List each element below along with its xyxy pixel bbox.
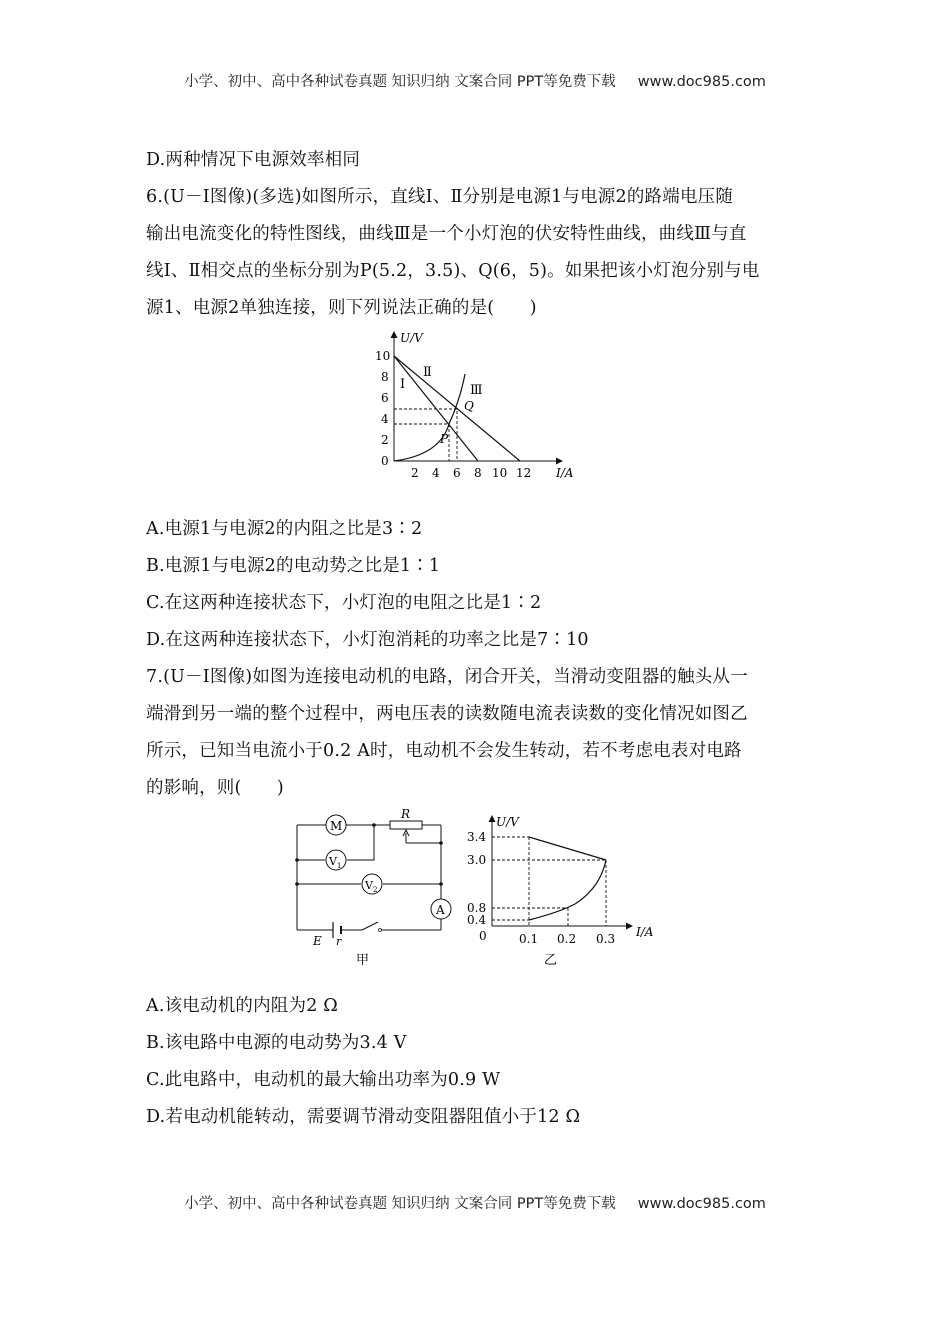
x-tick: 4 bbox=[432, 466, 440, 480]
y-tick: 0 bbox=[479, 929, 487, 943]
footer-site[interactable]: www.doc985.com bbox=[637, 1196, 766, 1212]
junction bbox=[295, 858, 299, 862]
x-axis-label: I/A bbox=[636, 925, 654, 939]
x-axis-label: I/A bbox=[556, 466, 574, 480]
point-P: P bbox=[440, 432, 449, 446]
resistor bbox=[390, 821, 422, 829]
y-tick: 3.0 bbox=[467, 853, 487, 867]
q7-option-c: C.此电路中，电动机的最大输出功率为0.9 W bbox=[146, 1070, 501, 1090]
q6-stem-line: 线Ⅰ、Ⅱ相交点的坐标分别为P(5.2，3.5)、Q(6，5)。如果把该小灯泡分别与电 bbox=[146, 261, 760, 281]
footer-text: 小学、初中、高中各种试卷真题 知识归纳 文案合同 PPT等免费下载 bbox=[184, 1196, 616, 1212]
y-tick: 6 bbox=[381, 391, 389, 405]
y-tick: 4 bbox=[381, 412, 389, 426]
voltmeter-1-label: $V_1$ bbox=[329, 855, 342, 870]
q7-stem-line: 7.(U－I图像)如图为连接电动机的电路，闭合开关，当滑动变阻器的触头从一 bbox=[146, 667, 748, 687]
q6-option-d: D.在这两种连接状态下，小灯泡消耗的功率之比是7∶10 bbox=[146, 630, 589, 650]
point-Q: Q bbox=[464, 399, 474, 413]
q7-option-d: D.若电动机能转动，需要调节滑动变阻器阻值小于12 Ω bbox=[146, 1107, 581, 1127]
page-header bbox=[0, 70, 950, 91]
label-II: Ⅱ bbox=[423, 365, 432, 380]
switch bbox=[362, 922, 378, 930]
q6-option-b: B.电源1与电源2的电动势之比是1∶1 bbox=[146, 556, 441, 576]
q6-stem-line: 输出电流变化的特性图线，曲线Ⅲ是一个小灯泡的伏安特性曲线，曲线Ⅲ与直 bbox=[146, 224, 747, 244]
y-tick: 0.8 bbox=[467, 901, 487, 915]
x-tick: 8 bbox=[474, 466, 482, 480]
junction bbox=[295, 882, 299, 886]
x-tick: 10 bbox=[492, 466, 508, 480]
junction bbox=[372, 823, 376, 827]
y-axis-label: U/V bbox=[400, 331, 423, 345]
y-tick: 2 bbox=[381, 433, 389, 447]
x-tick: 0.2 bbox=[557, 932, 577, 946]
circuit-caption: 甲 bbox=[356, 953, 370, 968]
x-tick: 0.1 bbox=[519, 932, 539, 946]
y-tick: 10 bbox=[375, 349, 391, 363]
x-tick: 12 bbox=[516, 466, 532, 480]
voltmeter-2-label: $V_2$ bbox=[365, 879, 378, 894]
graph-caption: 乙 bbox=[544, 953, 558, 968]
y-tick: 3.4 bbox=[467, 830, 487, 844]
ammeter-label: A bbox=[436, 903, 445, 917]
q7-ui-graph bbox=[440, 808, 660, 973]
motor-label: M bbox=[330, 819, 343, 833]
q6-stem-line: 6.(U－I图像)(多选)如图所示，直线Ⅰ、Ⅱ分别是电源1与电源2的路端电压随 bbox=[146, 187, 734, 207]
q7-circuit-diagram bbox=[290, 808, 460, 968]
x-tick: 6 bbox=[453, 466, 461, 480]
q7-option-a: A.该电动机的内阻为2 Ω bbox=[146, 996, 339, 1016]
q6-stem-line: 源1、电源2单独连接，则下列说法正确的是( ) bbox=[146, 298, 537, 318]
line-II bbox=[394, 356, 520, 461]
y-tick: 8 bbox=[381, 370, 389, 384]
y-tick: 0.4 bbox=[467, 913, 487, 927]
header-text: 小学、初中、高中各种试卷真题 知识归纳 文案合同 PPT等免费下载 bbox=[184, 74, 616, 90]
q5-option-d: D.两种情况下电源效率相同 bbox=[146, 150, 361, 170]
q6-option-a: A.电源1与电源2的内阻之比是3∶2 bbox=[146, 519, 423, 539]
emf-label: E bbox=[313, 934, 322, 948]
v1-line bbox=[529, 837, 606, 860]
q7-option-b: B.该电路中电源的电动势为3.4 V bbox=[146, 1033, 407, 1053]
slider-arrow bbox=[403, 830, 409, 843]
header-site[interactable]: www.doc985.com bbox=[637, 74, 766, 90]
page-footer bbox=[0, 1192, 950, 1213]
y-tick: 0 bbox=[381, 454, 389, 468]
v2-curve bbox=[529, 860, 606, 920]
label-I: Ⅰ bbox=[400, 377, 406, 392]
x-tick: 2 bbox=[411, 466, 419, 480]
q6-ui-graph bbox=[370, 330, 590, 485]
q7-stem-line: 端滑到另一端的整个过程中，两电压表的读数随电流表读数的变化情况如图乙 bbox=[146, 704, 748, 724]
q6-option-c: C.在这两种连接状态下，小灯泡的电阻之比是1∶2 bbox=[146, 593, 542, 613]
switch-contact bbox=[379, 929, 382, 932]
label-III: Ⅲ bbox=[470, 383, 483, 398]
q7-stem-line: 的影响，则( ) bbox=[146, 778, 284, 798]
resistor-label: R bbox=[401, 808, 411, 821]
q7-stem-line: 所示，已知当电流小于0.2 A时，电动机不会发生转动，若不考虑电表对电路 bbox=[146, 741, 742, 761]
y-axis-label: U/V bbox=[496, 815, 519, 829]
internal-resistance-label: r bbox=[336, 935, 342, 948]
x-tick: 0.3 bbox=[596, 932, 616, 946]
